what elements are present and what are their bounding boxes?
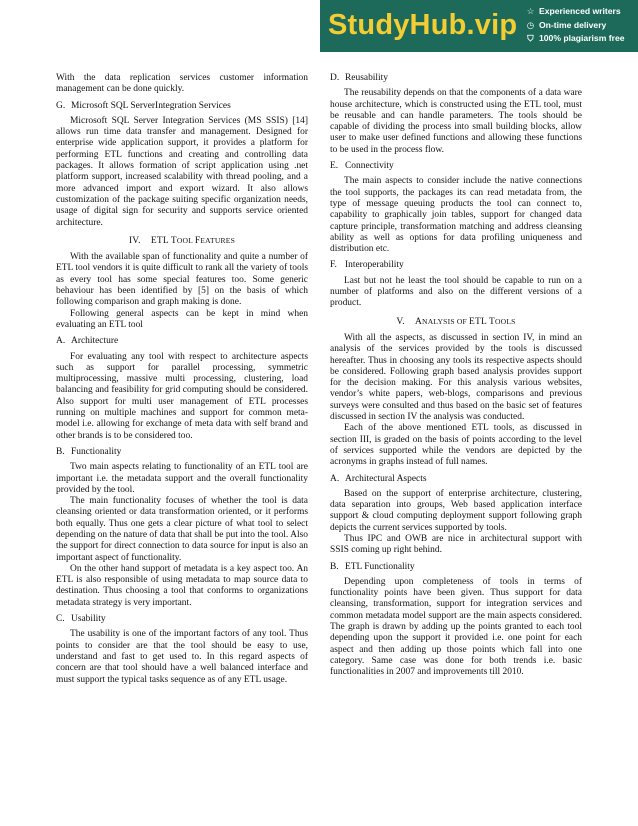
section-title: Reusability — [345, 73, 388, 83]
section-title: Microsoft SQL ServerIntegration Services — [71, 100, 231, 111]
section-letter: A. — [330, 473, 340, 484]
section-title: Interoperability — [345, 260, 404, 271]
paragraph: Microsoft SQL Server Integration Services (MS SSIS) [14] allows run time data transfer and management. Designed for enterprise wide application support, it provides a platform for performing ETL functions and creating and controlling data packages. It allows formation of script application using .net platform support, increased scalability with thread pooling, and a more advanced import and export wizard. It also allows customization of the package suiting specific organization needs, usage of digital sign for security and supports service oriented architecture. — [56, 115, 308, 228]
paragraph: Thus IPC and OWB are nice in architectural support with SSIS coming up right behind. — [330, 533, 582, 556]
section-title: Architectural Aspects — [345, 473, 427, 484]
section-heading-f — [330, 260, 582, 271]
left-column — [56, 73, 308, 686]
section-letter: E. — [330, 161, 339, 172]
section-heading-b — [330, 562, 582, 573]
feature-on-time-delivery — [526, 19, 625, 33]
section-heading-g — [56, 101, 308, 112]
section-heading-c — [56, 614, 308, 625]
feature-text: On-time delivery — [539, 19, 607, 30]
paragraph: With all the aspects, as discussed in section IV, in mind an analysis of the services provided by the tools is discussed hereafter. Thus in choosing any tools its respective aspects should be considered. Following graph based analysis provides support for the decision making. For this analysis various websites, vendor’s white papers, web-blogs, comparisons and previous surveys were consulted and thus based on the basic set of features discussed in section IV the analysis was conducted. — [330, 332, 582, 423]
star-icon: ☆ — [526, 6, 535, 16]
section-letter: D. — [330, 73, 340, 83]
paragraph: With the data replication services customer information management can be done quickly. — [56, 73, 308, 95]
section-letter: A. — [56, 336, 66, 347]
section-letter: B. — [56, 446, 65, 457]
paragraph: For evaluating any tool with respect to architecture aspects such as support for parallel processing, symmetric multiprocessing, massive multi processing, clustering, load balancing and feasibility for grid computing should be considered. Also support for multi user management of ETL processes running on multiple machines and support for common meta-model i.e. allowing for exchange of meta data with self brand and other brands is to be considered too. — [56, 351, 308, 441]
right-column — [330, 73, 582, 679]
section-title: ETL Functionality — [345, 561, 415, 572]
paragraph: On the other hand support of metadata is a key aspect too. An ETL is also responsible of using metadata to map source data to destination. Thus choosing a tool that conforms to organizations metadata strategy is very important. — [56, 563, 308, 608]
paragraph: Each of the above mentioned ETL tools, as discussed in section III, is graded on the basis of points according to the level of services supported while the vendors are depicted by the acronyms in graphs instead of full names. — [330, 423, 582, 468]
section-title-part: NALYSIS OF — [422, 316, 470, 326]
studyhub-logo[interactable]: StudyHub.vip — [328, 9, 518, 41]
section-title: Architecture — [71, 336, 119, 347]
section-number: IV. — [128, 235, 141, 246]
section-heading-d — [330, 73, 582, 84]
paragraph: The usability is one of the important factors of any tool. Thus points to consider are that the tool should be easy to use, understand and fast to get used to. In this regard aspects of concern are that tool should have a well balanced interface and must support the typical tasks sequence as of any ETL usage. — [56, 629, 308, 685]
paragraph: Two main aspects relating to functionality of an ETL tool are important i.e. the metadata support and the overall functionality provided by the tool. — [56, 462, 308, 495]
section-title: Connectivity — [345, 161, 394, 172]
section-letter: F. — [330, 260, 337, 271]
paragraph: Based on the support of enterprise architecture, clustering, data separation into groups, Web based application interface support & cloud computing deployment support following graph depicts the current services supported by tools. — [330, 488, 582, 533]
section-letter: G. — [56, 100, 66, 111]
paragraph: Last but not he least the tool should be capable to run on a number of platforms and also on the different versions of a product. — [330, 275, 582, 309]
section-heading-iv — [56, 235, 308, 247]
studyhub-banner[interactable] — [320, 0, 638, 52]
section-heading-b — [56, 447, 308, 458]
section-title-part: A — [415, 316, 423, 327]
section-title-part: ETL T — [469, 316, 495, 327]
clock-icon: ◷ — [526, 19, 535, 30]
section-letter: B. — [330, 561, 339, 572]
section-title: Usability — [71, 614, 106, 625]
section-title-part: F — [194, 235, 201, 246]
paragraph: The reusability depends on that the components of a data ware house architecture, which is constructed using the ETL tool, must be reusable and can handle parameters. The tools should be capable of dividing the process into small building blocks, allow user to make user defined functions and allowing these functions to be used in the process flow. — [330, 88, 582, 155]
feature-text: Experienced writers — [539, 6, 621, 16]
section-title-part: OOL — [176, 235, 195, 245]
section-title: Functionality — [71, 446, 122, 457]
section-heading-a — [330, 474, 582, 485]
feature-experienced-writers — [526, 5, 625, 19]
shield-icon: ⛉ — [527, 33, 534, 43]
paragraph: The main functionality focuses of whether the tool is data cleansing oriented or data transformation oriented, or it performs both equally. Thus one gets a clear picture of what tool to select depending on the nature of data that shall be put into the tool. Also the support for direct connection to data source for input is also an important aspect of functionality. — [56, 496, 308, 563]
paragraph: The main aspects to consider include the native connections the tool supports, the packages its can read metadata from, the type of message queuing products the tool can connect to, capability to graphically join tables, support for changed data capture principle, transformation matching and address cleansing ability as well as options for data profiling uniqueness and distribution etc. — [330, 176, 582, 255]
feature-plagiarism-free — [526, 32, 625, 46]
section-heading-e — [330, 161, 582, 172]
section-letter: C. — [56, 614, 65, 625]
section-heading-v — [330, 316, 582, 328]
section-title-part: ETL T — [150, 235, 177, 246]
banner-features — [526, 5, 625, 46]
section-title-part: OOLS — [494, 316, 516, 326]
paragraph: Depending upon completeness of tools in terms of functionality points have been given. Thus support for data cleansing, transformation, support for integration services and common metadata model support are the main aspects considered. The graph is drawn by adding up the points granted to each tool depending upon the support it provided i.e. one point for each aspect and then adding up those points which fall into one category. Same case was done for both trends i.e. basic functionalities in 2007 and improvements till 2010. — [330, 576, 582, 678]
section-title-part: EATURES — [200, 235, 236, 245]
section-heading-a — [56, 336, 308, 347]
feature-text: 100% plagiarism free — [539, 33, 625, 43]
paragraph: With the available span of functionality and quite a number of ETL tool vendors it is quite difficult to rank all the variety of tools as every tool has some special features too. Some generic behaviour has been identified by [5] on the basis of which following comparison and graph making is done. — [56, 252, 308, 308]
section-number: V. — [396, 316, 405, 327]
paragraph: Following general aspects can be kept in mind when evaluating an ETL tool — [56, 308, 308, 330]
